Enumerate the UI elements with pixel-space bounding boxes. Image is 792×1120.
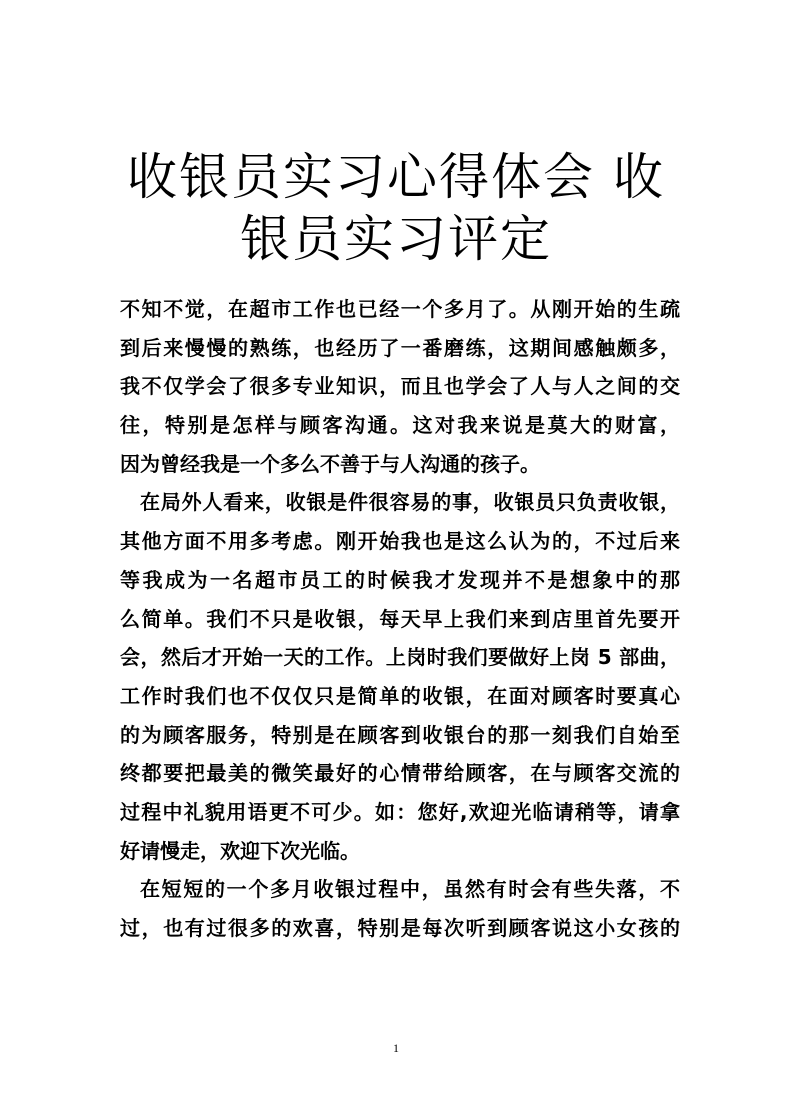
paragraph-3-line: 过，也有过很多的欢喜，特别是每次听到顾客说这小女孩的 (120, 916, 680, 940)
title-line-2: 银员实习评定 (240, 210, 552, 268)
paragraph-2-line: 好请慢走，欢迎下次光临。 (120, 838, 360, 863)
paragraph-1-line: 不知不觉，在超市工作也已经一个多月了。从刚开始的生疏 (120, 297, 680, 321)
paragraph-3-line: 在短短的一个多月收银过程中，虽然有时会有些失落，不 (140, 877, 680, 902)
body-text (120, 290, 680, 948)
paragraph-1-line: 因为曾经我是一个多么不善于与人沟通的孩子。 (120, 451, 540, 476)
paragraph-2-line: 在局外人看来，收银是件很容易的事，收银员只负责收银， (140, 490, 680, 515)
paragraph-1-line: 往，特别是怎样与顾客沟通。这对我来说是莫大的财富， (120, 413, 680, 438)
paragraph-2-line: 么简单。我们不只是收银，每天早上我们来到店里首先要开 (120, 606, 680, 631)
paragraph-2-line: 终都要把最美的微笑最好的心情带给顾客，在与顾客交流的 (120, 761, 680, 786)
paragraph-2-line: 工作时我们也不仅仅只是简单的收银，在面对顾客时要真心 (120, 683, 680, 708)
title-line-1: 收银员实习心得体会 收 (127, 148, 665, 206)
paragraph-1-line: 到后来慢慢的熟练，也经历了一番磨练，这期间感触颇多， (120, 335, 680, 360)
paragraph-2-line: 其他方面不用多考虑。刚开始我也是这么认为的，不过后来 (120, 529, 680, 554)
paragraph-2-line: 过程中礼貌用语更不可少。如：您好,欢迎光临请稍等，请拿 (120, 799, 680, 824)
paragraph-2-line: 会，然后才开始一天的工作。上岗时我们要做好上岗 5 部曲， (120, 645, 680, 670)
paragraph-2-line: 等我成为一名超市员工的时候我才发现并不是想象中的那 (120, 567, 680, 592)
paragraph-2-line: 的为顾客服务，特别是在顾客到收银台的那一刻我们自始至 (120, 722, 680, 747)
page-number: 1 (393, 1041, 399, 1055)
paragraph-1-line: 我不仅学会了很多专业知识，而且也学会了人与人之间的交 (120, 374, 680, 399)
